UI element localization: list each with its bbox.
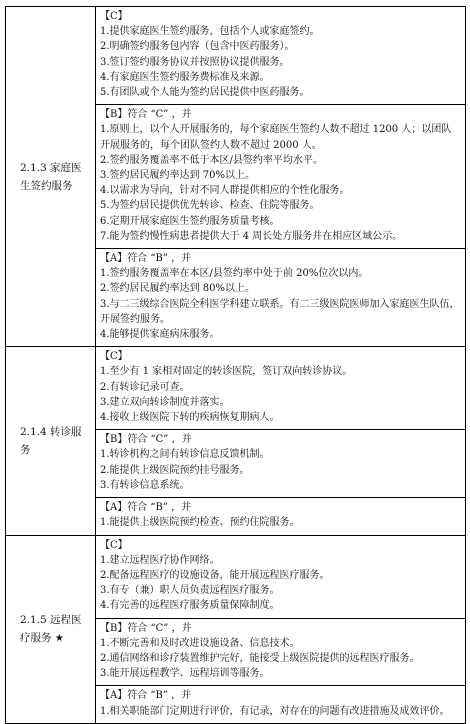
level-header: 【B】符合 “C” ，并 <box>100 622 192 634</box>
level-header: 【C】 <box>100 11 128 22</box>
list-item: 2.能提供上级医院预约挂号服务。 <box>100 464 250 476</box>
list-item: 1.提供家庭医生签约服务，包括个人或家庭签约。 <box>100 26 320 38</box>
list-item: 3.能开展远程教学、远程培训等服务。 <box>100 668 270 680</box>
list-item: 2.签约居民履约率达到 80%以上。 <box>100 283 255 295</box>
list-item: 4.有完善的远程医疗服务质量保障制度。 <box>100 600 280 612</box>
item-cell <box>6 7 96 347</box>
list-item: 4.以需求为导向，针对不同人群提供相应的个性化服务。 <box>100 185 350 197</box>
list-item: 1.建立远程医疗协作网络。 <box>100 554 220 566</box>
level-a-cell <box>96 249 466 347</box>
list-item: 7.能为签约慢性病患者提供大于 4 周长处方服务并在相应区域公示。 <box>100 230 403 242</box>
list-item: 3.与二三级综合医院全科医学科建立联系。有二三级医院医师加入家庭医生队伍，开展签约服务。 <box>100 298 460 325</box>
table-row <box>6 347 466 430</box>
list-item: 2.明确签约服务包内容（包含中医药服务）。 <box>100 41 295 53</box>
item-cell <box>6 535 96 723</box>
level-header: 【A】符合 “B” ，并 <box>100 690 192 702</box>
level-header: 【A】符合 “B” ，并 <box>100 253 192 265</box>
level-b-cell <box>96 430 466 498</box>
list-item: 2.通信网络和诊疗装置维护完好，能接受上级医院提供的远程医疗服务。 <box>100 652 420 664</box>
star-icon: ★ <box>54 632 64 644</box>
list-item: 4.有家庭医生签约服务费标准及来源。 <box>100 71 270 83</box>
list-item: 3.有转诊信息系统。 <box>100 479 190 491</box>
list-item: 1.相关职能部门定期进行评价，有记录，对存在的问题有改进措施及成效评价。 <box>100 705 450 717</box>
level-header: 【C】 <box>100 539 128 551</box>
level-c-cell <box>96 7 466 105</box>
list-item: 3.签订签约服务协议并按照协议提供服务。 <box>100 56 290 68</box>
list-item: 1.原则上，以个人开展服务的，每个家庭医生签约人数不超过 1200 人；以团队开展服务的，每个团队签约人数不超过 2000 人。 <box>100 124 452 151</box>
level-b-cell <box>96 105 466 249</box>
level-c-cell <box>96 347 466 430</box>
level-a-cell <box>96 686 466 723</box>
list-item: 4.接收上级医院下转的疾病恢复期病人。 <box>100 412 280 424</box>
table-row <box>6 535 466 618</box>
level-header: 【B】符合 “C” ，并 <box>100 109 192 121</box>
level-c-cell <box>96 535 466 618</box>
level-header: 【C】 <box>100 351 128 363</box>
list-item: 2.签约服务覆盖率不低于本区/县签约率平均水平。 <box>100 154 323 166</box>
table-row <box>6 7 466 105</box>
item-cell <box>6 347 96 535</box>
item-name: 2.1.5 远程医疗服务 <box>20 613 82 644</box>
level-header: 【B】符合 “C” ，并 <box>100 434 192 446</box>
list-item: 6.定期开展家庭医生签约服务质量考核。 <box>100 215 280 227</box>
list-item: 3.建立双向转诊制度并落实。 <box>100 396 230 408</box>
list-item: 5.为签约居民提供优先转诊、检查、住院等服务。 <box>100 200 320 212</box>
list-item: 3.有专（兼）职人员负责远程医疗服务。 <box>100 585 280 597</box>
list-item: 1.转诊机构之间有转诊信息反馈机制。 <box>100 449 270 461</box>
item-name: 2.1.3 家庭医生签约服务 <box>20 161 82 192</box>
list-item: 1.至少有 1 家相对固定的转诊医院，签订双向转诊协议。 <box>100 366 353 378</box>
item-name: 2.1.4 转诊服务 <box>20 425 82 456</box>
standards-table <box>5 6 466 724</box>
list-item: 4.能够提供家庭病床服务。 <box>100 329 220 341</box>
list-item: 1.能提供上级医院预约检查、预约住院服务。 <box>100 517 300 529</box>
list-item: 2.有转诊记录可查。 <box>100 381 190 393</box>
level-header: 【A】符合 “B” ，并 <box>100 502 192 514</box>
level-a-cell <box>96 498 466 535</box>
list-item: 1.签约服务覆盖率在本区/县签约率中处于前 20%位次以内。 <box>100 268 369 280</box>
list-item: 2.配备远程医疗的设施设备，能开展远程医疗服务。 <box>100 569 330 581</box>
list-item: 1.不断完善和及时改进设施设备、信息技术。 <box>100 637 300 649</box>
list-item: 3.签约居民履约率达到 70%以上。 <box>100 170 255 182</box>
level-b-cell <box>96 618 466 686</box>
list-item: 5.有团队或个人能为签约居民提供中医药服务。 <box>100 87 310 99</box>
